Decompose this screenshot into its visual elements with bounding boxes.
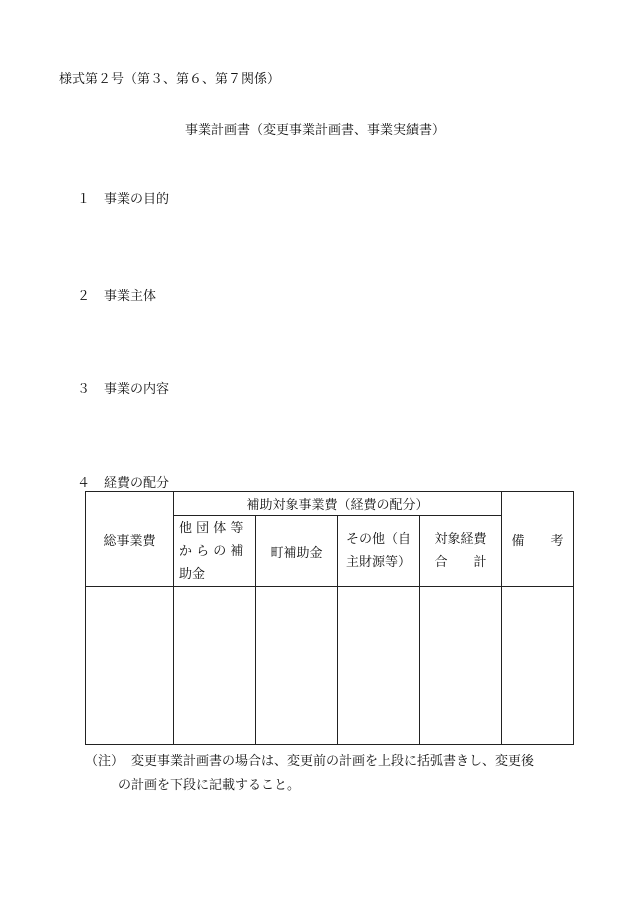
footnote-text: 変更事業計画書の場合は、変更前の計画を上段に括弧書きし、変更後	[131, 754, 535, 769]
section-purpose	[77, 188, 169, 207]
cell-other-group-subsidy[interactable]	[174, 587, 256, 745]
header-total-cost: 総事業費	[86, 492, 174, 587]
footnote	[85, 750, 585, 798]
section-label: 事業主体	[104, 289, 157, 304]
header-subsidy-target-cost: 補助対象事業費（経費の配分）	[174, 492, 502, 516]
section-label: 経費の配分	[104, 476, 170, 491]
table-row	[86, 587, 574, 745]
expense-allocation-table	[85, 491, 574, 745]
section-label: 事業の内容	[104, 382, 170, 397]
header-line: その他（自	[345, 532, 411, 547]
header-line: 他 団 体 等	[179, 520, 244, 536]
header-remarks: 備 考	[502, 492, 574, 587]
cell-total-cost[interactable]	[86, 587, 174, 745]
cell-remarks[interactable]	[502, 587, 574, 745]
header-line: 対象経費	[434, 532, 487, 547]
cell-town-subsidy[interactable]	[256, 587, 338, 745]
header-other-own-funds	[338, 516, 420, 587]
header-town-subsidy: 町補助金	[256, 516, 338, 587]
section-expense-allocation	[77, 472, 169, 491]
header-line: か ら の 補	[179, 543, 244, 559]
section-entity	[77, 285, 156, 304]
table-header-row	[86, 492, 574, 516]
footnote-label: （注）	[85, 754, 125, 769]
section-number: ４	[77, 476, 91, 491]
section-content	[77, 378, 169, 397]
header-target-cost-total	[420, 516, 502, 587]
document-title: 事業計画書（変更事業計画書、事業実績書）	[184, 123, 445, 138]
cell-other-own-funds[interactable]	[338, 587, 420, 745]
cell-target-cost-total[interactable]	[420, 587, 502, 745]
header-other-group-subsidy	[174, 516, 256, 587]
footnote-line-1	[85, 750, 585, 774]
form-number: 様式第２号（第３、第６、第７関係）	[59, 72, 281, 87]
footnote-line-2: の計画を下段に記載すること。	[118, 778, 301, 793]
section-label: 事業の目的	[104, 192, 170, 207]
section-number: １	[77, 192, 91, 207]
section-number: ２	[77, 289, 91, 304]
header-line: 主財源等）	[345, 555, 411, 570]
header-line: 合 計	[434, 555, 487, 570]
section-number: ３	[77, 382, 91, 397]
header-line: 助金	[179, 566, 206, 582]
